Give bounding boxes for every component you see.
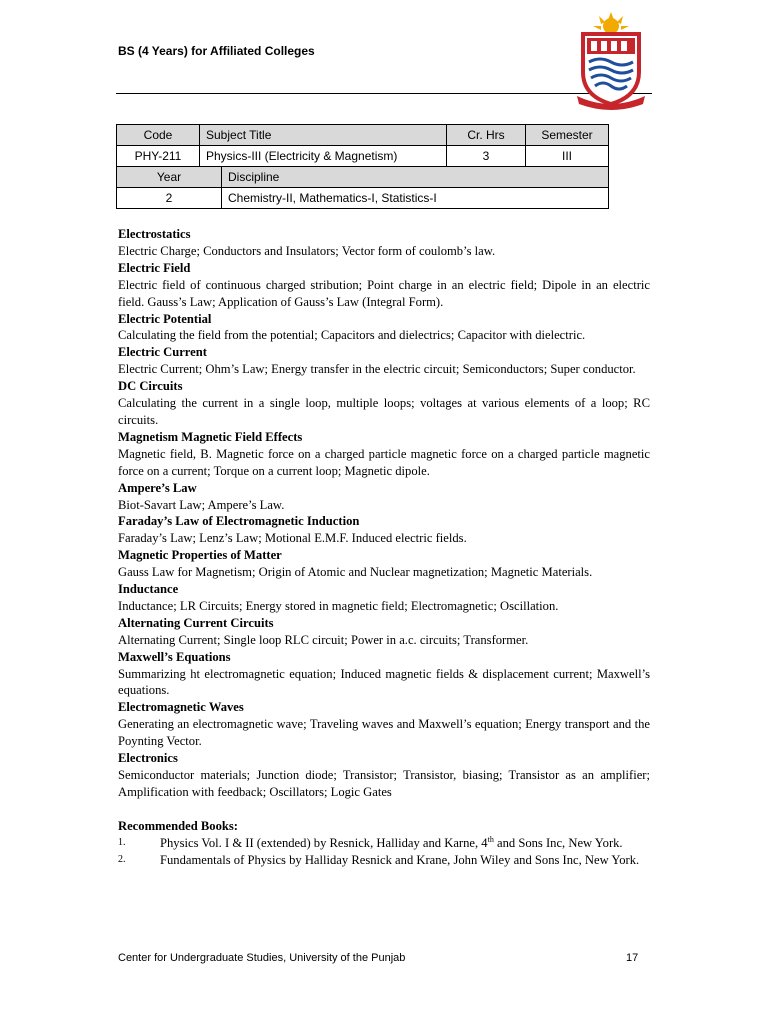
section-heading: Inductance — [118, 582, 179, 597]
table-header-row — [117, 167, 609, 188]
section-text: Electric Charge; Conductors and Insulators; Vector form of coulomb’s law. — [118, 243, 496, 258]
table-cell: III — [526, 146, 609, 167]
section-heading: Magnetism Magnetic Field Effects — [118, 429, 303, 444]
book-item — [118, 852, 650, 869]
table-cell: Semester — [526, 125, 609, 146]
section-heading: Electromagnetic Waves — [118, 700, 244, 715]
footer-text: Center for Undergraduate Studies, University of the Punjab — [118, 952, 406, 964]
section-heading: DC Circuits — [118, 379, 183, 394]
book-text: Fundamentals of Physics by Halliday Resnick and Krane, John Wiley and Sons Inc, New York. — [160, 852, 640, 867]
section-text: Biot-Savart Law; Ampere’s Law. — [118, 497, 285, 512]
page-header-title: BS (4 Years) for Affiliated Colleges — [118, 44, 315, 58]
section-heading: Maxwell’s Equations — [118, 649, 231, 664]
section-heading: Electric Potential — [118, 311, 212, 326]
table-cell: Cr. Hrs — [447, 125, 526, 146]
section-heading: Electric Current — [118, 345, 207, 360]
table-cell: Subject Title — [200, 125, 447, 146]
table-cell: Physics-III (Electricity & Magnetism) — [200, 146, 447, 167]
superscript: th — [487, 834, 494, 844]
section-heading: Electronics — [118, 751, 178, 766]
section-text: Magnetic field, B. Magnetic force on a charged particle magnetic force on a charged particle magnetic force on a current; Torque on a current loop; Magnetic dipole. — [118, 446, 650, 478]
section-text: Gauss Law for Magnetism; Origin of Atomic and Nuclear magnetization; Magnetic Materials. — [118, 565, 593, 580]
table-header-row — [117, 125, 609, 146]
section-heading: Alternating Current Circuits — [118, 615, 274, 630]
table-row — [117, 146, 609, 167]
syllabus-content — [118, 226, 650, 869]
course-discipline-table — [116, 166, 609, 209]
header-divider — [116, 93, 652, 94]
table-cell: Chemistry-II, Mathematics-I, Statistics-I — [222, 188, 609, 209]
table-cell: Code — [117, 125, 200, 146]
section-text: Semiconductor materials; Junction diode; Transistor; Transistor, biasing; Transistor as an amplifier; Amplification with feedback; Oscillators; Logic Gates — [118, 768, 650, 799]
section-text: Inductance; LR Circuits; Energy stored in magnetic field; Electromagnetic; Oscillation. — [118, 598, 559, 613]
section-text: Generating an electromagnetic wave; Traveling waves and Maxwell’s equation; Energy transport and the Poynting Vector. — [118, 717, 650, 749]
page-number: 17 — [626, 952, 639, 964]
section-text: Electric Current; Ohm’s Law; Energy transfer in the electric circuit; Semiconductors; Super conductor. — [118, 362, 636, 377]
book-number: 2. — [118, 853, 126, 865]
book-item — [118, 835, 650, 852]
table-cell: Discipline — [222, 167, 609, 188]
section-heading: Faraday’s Law of Electromagnetic Induction — [118, 514, 360, 529]
book-number: 1. — [118, 836, 126, 848]
section-heading: Magnetic Properties of Matter — [118, 548, 282, 563]
books-heading: Recommended Books: — [118, 818, 238, 833]
university-crest-icon — [573, 12, 649, 110]
section-heading: Electrostatics — [118, 227, 191, 241]
syllabus-sections — [118, 226, 650, 801]
table-cell: PHY-211 — [117, 146, 200, 167]
table-cell: 2 — [117, 188, 222, 209]
table-cell: Year — [117, 167, 222, 188]
section-text: Alternating Current; Single loop RLC circuit; Power in a.c. circuits; Transformer. — [118, 632, 529, 647]
section-heading: Electric Field — [118, 260, 191, 275]
table-row — [117, 188, 609, 209]
section-text: Summarizing ht electromagnetic equation; Induced magnetic fields & displacement current; Maxwell’s equations. — [118, 666, 650, 698]
course-info-table — [116, 124, 609, 167]
book-text: Physics Vol. I & II (extended) by Resnick, Halliday and Karne, 4th and Sons Inc, New York. — [160, 834, 623, 850]
section-text: Calculating the current in a single loop, multiple loops; voltages at various elements of a loop; RC circuits. — [118, 396, 650, 427]
section-text: Calculating the field from the potential; Capacitors and dielectrics; Capacitor with dielectric. — [118, 328, 586, 343]
section-heading: Ampere’s Law — [118, 480, 197, 495]
section-text: Electric field of continuous charged stribution; Point charge in an electric field; Dipole in an electric field. Gauss’s Law; Application of Gauss’s Law (Integral Form). — [118, 277, 650, 309]
section-text: Faraday’s Law; Lenz’s Law; Motional E.M.F. Induced electric fields. — [118, 531, 467, 546]
table-cell: 3 — [447, 146, 526, 167]
